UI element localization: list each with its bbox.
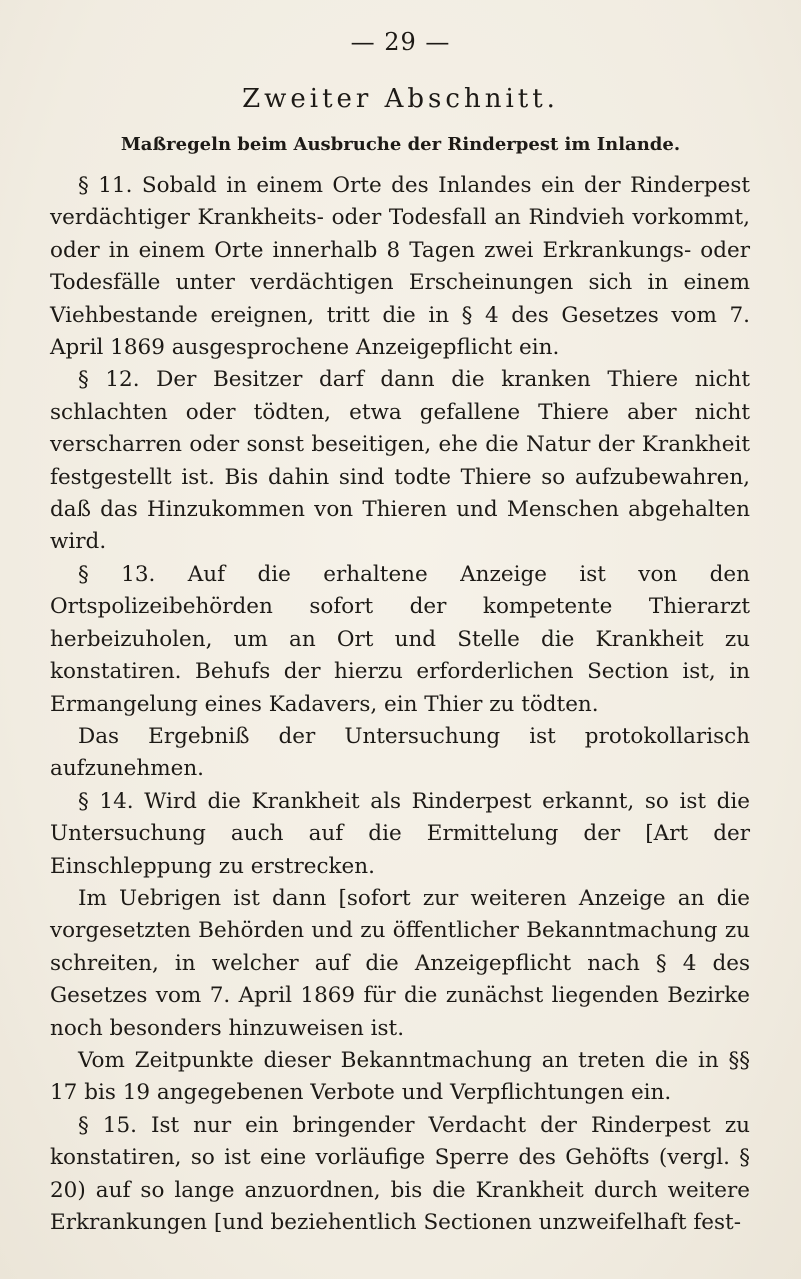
paragraph-protocol: Das Ergebniß der Untersuchung ist protokollarisch aufzunehmen. <box>50 723 750 782</box>
paragraph-notification: Im Uebrigen ist dann [sofort zur weiteren Anzeige an die vorgesetzten Behörden und zu öffentlicher Bekanntmachung zu schreiten, in welcher auf die Anzeigepflicht nach § 4 des Gesetzes vom 7. April 1869 für die zunächst liegenden Bezirke noch besonders hinzuweisen ist. <box>50 885 750 1041</box>
paragraph-section-15: § 15. Ist nur ein bringender Verdacht der Rinderpest zu konstatiren, so ist eine vorläufige Sperre des Gehöfts (vergl. § 20) auf so lange anzuordnen, bis die Krankheit durch weitere Erkrankungen [und beziehentlich Sectionen unzweifelhaft fest- <box>50 1112 750 1235</box>
paragraph-section-14: § 14. Wird die Krankheit als Rinderpest erkannt, so ist die Untersuchung auch auf die Ermittelung der [Art der Einschleppung zu erstrecken. <box>50 788 750 879</box>
paragraph-section-11: § 11. Sobald in einem Orte des Inlandes ein der Rinderpest verdächtiger Krankheits- oder Todesfall an Rindvieh vorkommt, oder in einem Orte innerhalb 8 Tagen zwei Erkrankungs- oder Todesfälle unter verdächtigen Erscheinungen sich in einem Viehbestande ereignen, tritt die in § 4 des Gesetzes vom 7. April 1869 ausgesprochene Anzeigepflicht ein. <box>50 173 750 361</box>
section-title: Zweiter Abschnitt. <box>242 84 559 114</box>
paragraph-section-13: § 13. Auf die erhaltene Anzeige ist von den Ortspolizeibehörden sofort der kompetente Thierarzt herbeizuholen, um an Ort und Stelle die Krankheit zu konstatiren. Behufs der hierzu erforderlichen Section ist, in Ermangelung eines Kadavers, ein Thier zu tödten. <box>50 561 750 717</box>
section-subtitle: Maßregeln beim Ausbruche der Rinderpest im Inlande. <box>120 134 681 155</box>
body-text <box>50 170 750 1239</box>
paragraph-section-12: § 12. Der Besitzer darf dann die kranken Thiere nicht schlachten oder tödten, etwa gefallene Thiere aber nicht verscharren oder sonst beseitigen, ehe die Natur der Krankheit festgestellt ist. Bis dahin sind todte Thiere so aufzubewahren, daß das Hinzukommen von Thieren und Menschen abgehalten wird. <box>50 367 750 555</box>
page-number: — 29 — <box>350 28 451 56</box>
paragraph-prohibitions: Vom Zeitpunkte dieser Bekanntmachung an treten die in §§ 17 bis 19 angegebenen Verbote und Verpflichtungen ein. <box>50 1047 750 1106</box>
